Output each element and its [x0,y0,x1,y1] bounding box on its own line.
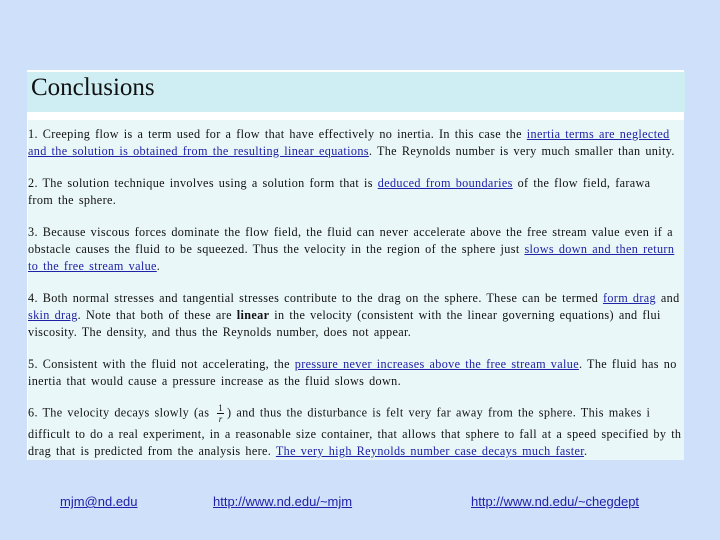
paragraph-2-line-2 [28,192,116,209]
link-high-reynolds-case[interactable]: The very high Reynolds number case decays much faster [275,444,584,458]
link-form-drag[interactable]: form drag [602,291,656,305]
link-deduced-from-boundaries[interactable]: deduced from boundaries [377,176,513,190]
paragraph-4-line-3 [28,324,411,341]
link-pressure-never-increases[interactable]: pressure never increases above the free stream value [294,357,579,371]
paragraph-5-line-1 [28,356,677,373]
fraction-denominator: r [218,414,223,424]
email-link[interactable]: mjm@nd.edu [60,494,138,509]
text: . Note that both of these are [77,308,237,322]
link-linear-equations[interactable]: and the solution is obtained from the resulting linear equations [28,144,369,158]
paragraph-3-line-3 [28,258,160,275]
paragraph-1-line-1 [28,126,670,143]
text: 5. Consistent with the fluid not accelerating, the [28,357,295,371]
title-bar-edge [677,72,685,112]
footer [0,494,720,514]
text: 1. Creeping flow is a term used for a flow that have effectively no inertia. In this case the [28,127,527,141]
fraction-numerator: 1 [218,403,224,413]
link-inertia-terms[interactable]: inertia terms are neglected [526,127,670,141]
paragraph-5-line-2 [28,373,401,390]
paragraph-6-line-1 [28,403,650,424]
text: . [583,444,588,458]
link-slows-down[interactable]: slows down and then return [524,242,675,256]
one-over-r-fraction [217,403,224,424]
text: 4. Both normal stresses and tangential stresses contribute to the drag on the sphere. These can be termed [28,291,603,305]
paragraph-6-line-2 [28,426,681,443]
text: obstacle causes the fluid to be squeezed. Thus the velocity in the region of the sphere just [28,242,525,256]
linear-emphasis: linear [236,308,270,322]
paragraph-4-line-2 [28,307,661,324]
department-link[interactable]: http://www.nd.edu/~chegdept [471,494,640,509]
text: 2. The solution technique involves using a solution form that is [28,176,378,190]
link-free-stream-value[interactable]: to the free stream value [28,259,157,273]
text: viscosity. The density, and thus the Reynolds number, does not appear. [28,325,412,339]
conclusions-body [28,120,684,460]
text: 3. Because viscous forces dominate the flow field, the fluid can never accelerate above the free stream value even if a [28,225,673,239]
paragraph-2-line-1 [28,175,650,192]
title-bar [27,72,677,112]
paragraph-3-line-2 [28,241,674,258]
link-skin-drag[interactable]: skin drag [28,308,78,322]
text: drag that is predicted from the analysis here. [28,444,276,458]
paragraph-3-line-1 [28,224,673,241]
page-title: Conclusions [31,74,155,101]
text: ) and thus the disturbance is felt very far away from the sphere. This makes i [227,405,651,420]
text: . The Reynolds number is very much smaller than unity. [368,144,675,158]
paragraph-4-line-1 [28,290,680,307]
text: and [655,291,680,305]
paragraph-1-line-2 [28,143,675,160]
slide-panel [27,70,684,460]
text: . [156,259,161,273]
text: of the flow field, farawa [512,176,651,190]
text: . The fluid has no [578,357,677,371]
text: from the sphere. [28,193,117,207]
text: 6. The velocity decays slowly (as [28,405,215,420]
homepage-link[interactable]: http://www.nd.edu/~mjm [213,494,353,509]
text: inertia that would cause a pressure increase as the fluid slows down. [28,374,401,388]
text: difficult to do a real experiment, in a reasonable size container, that allows that sphere to fall at a speed specified by th [28,427,682,441]
text: in the velocity (consistent with the linear governing equations) and flui [269,308,661,322]
paragraph-6-line-3 [28,443,587,460]
